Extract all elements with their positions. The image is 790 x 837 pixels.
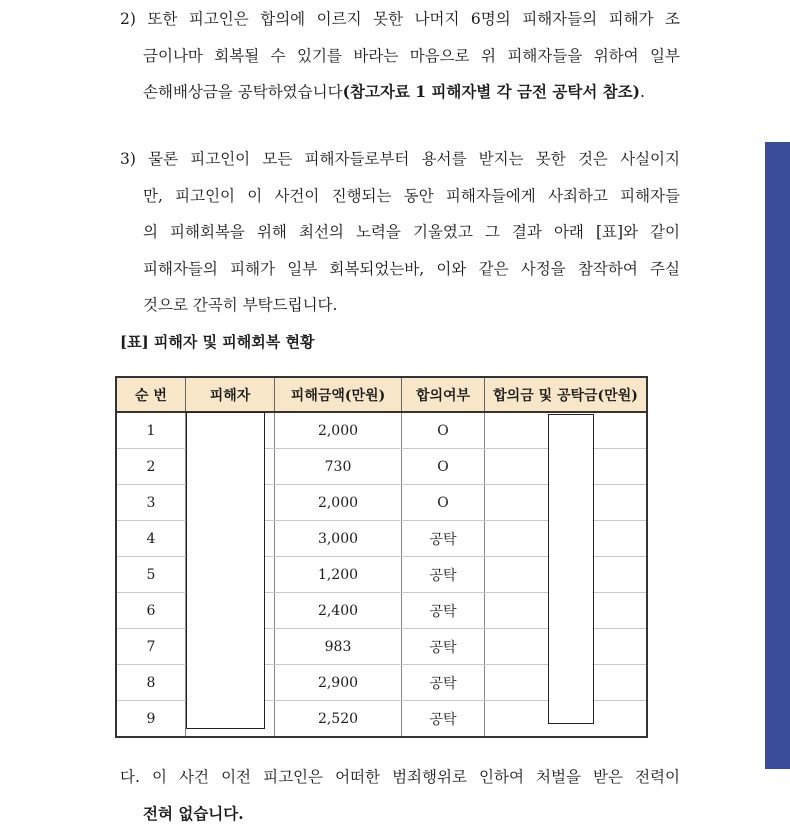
header-victim: 피해자 (186, 377, 275, 412)
cell-status: 공탁 (402, 701, 485, 738)
cell-no: 3 (116, 485, 186, 521)
paragraph-3-line-3: 의 피해회복을 위해 최선의 노력을 기울였고 그 결과 아래 [표]와 같이 (120, 219, 680, 256)
redaction-box-deposits (548, 414, 594, 724)
cell-amount: 2,000 (275, 412, 402, 449)
cell-no: 8 (116, 665, 186, 701)
paragraph-2-line-2: 금이나마 회복될 수 있기를 바라는 마음으로 위 피해자들을 위하여 일부 (120, 43, 680, 80)
paragraph-2 (120, 6, 680, 116)
paragraph-2-period: . (640, 83, 645, 101)
header-damage-amount: 피해금액(만원) (275, 377, 402, 412)
header-no: 순 번 (116, 377, 186, 412)
paragraph-2-line-3 (120, 79, 680, 116)
cell-no: 5 (116, 557, 186, 593)
cell-no: 6 (116, 593, 186, 629)
cell-status: O (402, 485, 485, 521)
cell-amount: 2,400 (275, 593, 402, 629)
section-d-line-2: 전혀 없습니다. (120, 801, 680, 837)
cell-status: 공탁 (402, 521, 485, 557)
side-tab-bar (765, 142, 790, 769)
cell-amount: 2,520 (275, 701, 402, 738)
cell-no: 7 (116, 629, 186, 665)
redaction-box-victims (186, 412, 265, 729)
cell-no: 4 (116, 521, 186, 557)
cell-status: O (402, 412, 485, 449)
section-d (120, 764, 680, 837)
table-header-row (116, 377, 647, 412)
cell-amount: 983 (275, 629, 402, 665)
cell-status: O (402, 449, 485, 485)
cell-amount: 2,900 (275, 665, 402, 701)
table-caption: [표] 피해자 및 피해회복 현황 (120, 331, 314, 352)
header-settlement-deposit: 합의금 및 공탁금(만원) (485, 377, 648, 412)
cell-no: 2 (116, 449, 186, 485)
paragraph-2-line-1: 2) 또한 피고인은 합의에 이르지 못한 나머지 6명의 피해자들의 피해가 조 (120, 6, 680, 43)
paragraph-2-line-3-text: 손해배상금을 공탁하였습니다 (143, 83, 343, 101)
reference-note: (참고자료 1 피해자별 각 금전 공탁서 참조) (343, 82, 640, 101)
section-d-line-1: 다. 이 사건 이전 피고인은 어떠한 범죄행위로 인하여 처벌을 받은 전력이 (120, 764, 680, 801)
paragraph-3-line-5: 것으로 간곡히 부탁드립니다. (120, 292, 680, 329)
paragraph-3 (120, 146, 680, 329)
cell-status: 공탁 (402, 593, 485, 629)
cell-amount: 730 (275, 449, 402, 485)
cell-status: 공탁 (402, 557, 485, 593)
cell-status: 공탁 (402, 629, 485, 665)
cell-status: 공탁 (402, 665, 485, 701)
cell-amount: 2,000 (275, 485, 402, 521)
cell-no: 1 (116, 412, 186, 449)
paragraph-3-line-4: 피해자들의 피해가 일부 회복되었는바, 이와 같은 사정을 참작하여 주실 (120, 256, 680, 293)
cell-amount: 3,000 (275, 521, 402, 557)
cell-no: 9 (116, 701, 186, 738)
header-settlement-status: 합의여부 (402, 377, 485, 412)
cell-amount: 1,200 (275, 557, 402, 593)
paragraph-3-line-1: 3) 물론 피고인이 모든 피해자들로부터 용서를 받지는 못한 것은 사실이지 (120, 146, 680, 183)
paragraph-3-line-2: 만, 피고인이 이 사건이 진행되는 동안 피해자들에게 사죄하고 피해자들 (120, 183, 680, 220)
